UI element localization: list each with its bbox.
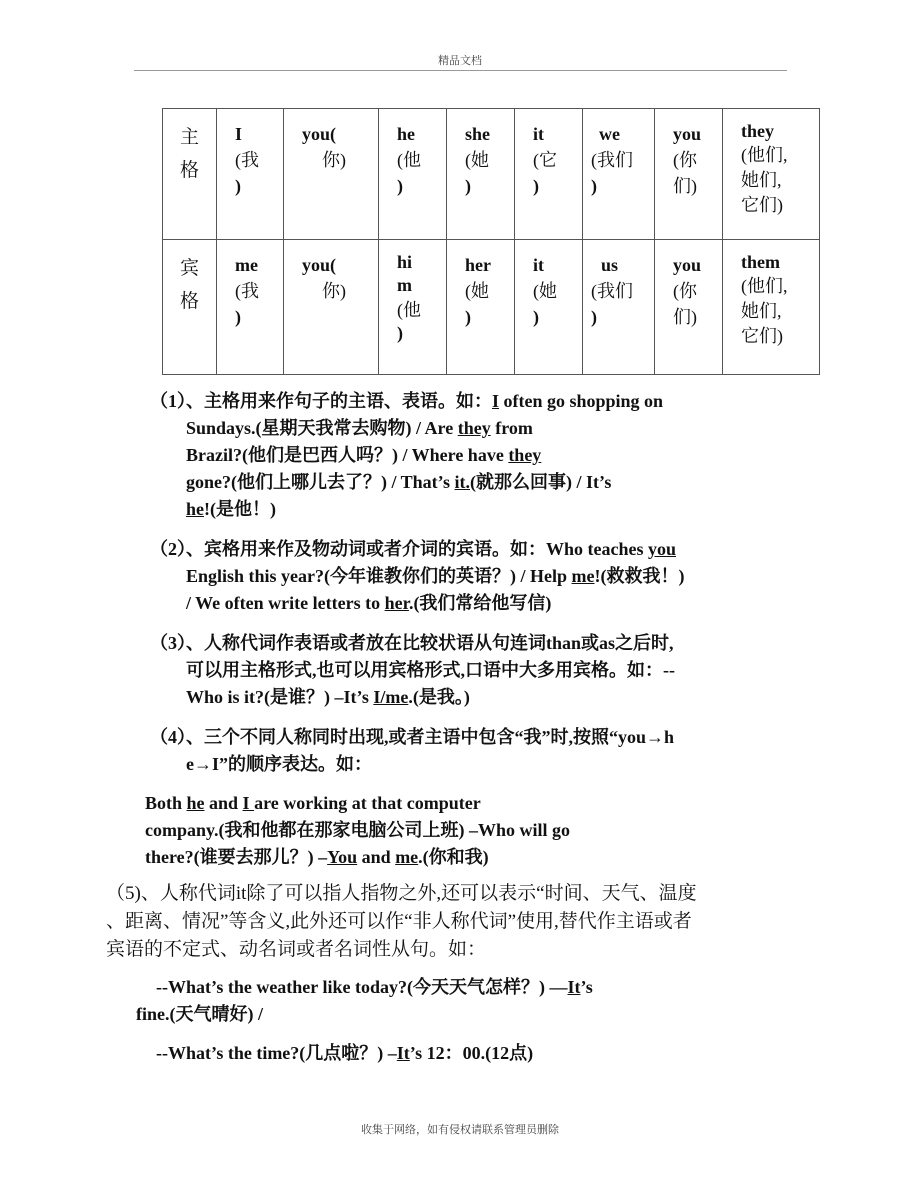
table-cell: [515, 109, 583, 240]
cell-line: ): [465, 307, 471, 328]
cell-line: (她: [533, 281, 557, 302]
cell-line: (它: [533, 150, 557, 171]
table-row-objective: [163, 240, 820, 375]
underlined-text: you: [648, 539, 677, 559]
cell-line: them: [741, 252, 780, 272]
cell-line: ): [533, 176, 539, 197]
text-span: and: [204, 793, 243, 813]
underlined-text: You: [327, 847, 358, 867]
cell-line: ): [465, 176, 471, 197]
text-line: company.(我和他都在那家电脑公司上班) –Who will go: [145, 820, 571, 840]
row-label-objective: [163, 240, 217, 375]
cell-line: 它们): [741, 194, 783, 215]
text-line: [150, 496, 663, 523]
cell-line: it: [533, 255, 544, 275]
text-span: --What’s the weather like today?(今天天气怎样？) —: [156, 977, 568, 997]
text-line: [150, 469, 663, 496]
underlined-text: me: [571, 566, 595, 586]
text-span: from: [490, 418, 533, 438]
underlined-text: It: [396, 1043, 410, 1063]
table-cell: [655, 240, 723, 375]
table-cell: [217, 109, 284, 240]
underlined-text: her: [384, 593, 409, 613]
underlined-text: they: [457, 418, 491, 438]
cell-line: ): [591, 176, 597, 197]
cell-line: (他: [397, 299, 421, 320]
text-span: Who is it?(是谁？) –It’s: [186, 687, 374, 707]
label-char: 格: [179, 160, 199, 182]
paragraph-4-example: [145, 790, 570, 871]
text-span: there?(谁要去那儿？) –: [145, 847, 328, 867]
text-span: !(救救我！): [594, 566, 685, 586]
text-span: .(我们常给他写信): [408, 593, 552, 613]
underlined-text: I/me: [373, 687, 409, 707]
cell-line: 你): [322, 150, 346, 171]
text-line: [145, 844, 570, 871]
text-span: ’s: [580, 977, 593, 997]
cell-line: you: [673, 255, 702, 275]
text-span: / We often write letters to: [186, 593, 385, 613]
table-cell: [723, 109, 820, 240]
row-label-subjective: [163, 109, 217, 240]
cell-line: ): [235, 307, 241, 328]
text-span: often go shopping on: [499, 391, 664, 411]
text-span: Both: [145, 793, 187, 813]
cell-line: you: [673, 124, 702, 144]
text-span: and: [357, 847, 396, 867]
table-row-subjective: [163, 109, 820, 240]
example-time: [156, 1040, 533, 1067]
cell-line: (我: [235, 281, 259, 302]
text-span: Sundays.(星期天我常去购物) / Are: [186, 418, 458, 438]
text-span: .(是我。): [408, 687, 470, 707]
table-cell: [379, 240, 447, 375]
pronoun-table: [162, 108, 820, 375]
cell-line: (他们,: [741, 275, 788, 296]
cell-line: I: [235, 124, 243, 144]
cell-line: (我: [235, 150, 259, 171]
cell-line: he: [397, 124, 415, 144]
cell-line: 们): [673, 307, 697, 328]
cell-line: me: [235, 255, 258, 275]
cell-line: you(: [302, 124, 337, 144]
cell-line: ): [397, 323, 403, 344]
text-line: 宾语的不定式、动名词或者名词性从句。如：: [106, 939, 487, 960]
cell-line: (他们,: [741, 144, 788, 165]
table-cell: [515, 240, 583, 375]
paragraph-5: [106, 880, 697, 964]
text-span: Brazil?(他们是巴西人吗？) / Where have: [186, 445, 509, 465]
label-char: 主: [179, 127, 199, 148]
cell-line: she: [465, 124, 491, 144]
text-line: （5)、人称代词it除了可以指人指物之外,还可以表示“时间、天气、温度: [106, 883, 697, 904]
table-cell: [379, 109, 447, 240]
text-span: gone?(他们上哪儿去了？) / That’s: [186, 472, 455, 492]
cell-line: (你: [673, 150, 697, 171]
cell-line: m: [397, 274, 412, 295]
text-line: [150, 415, 663, 442]
text-span: --What’s the time?(几点啦？) –: [156, 1043, 397, 1063]
text-span: （2）、宾格用来作及物动词或者介词的宾语。如：Who teaches: [150, 539, 648, 559]
cell-line: you(: [302, 255, 337, 275]
label-char: 格: [179, 291, 199, 313]
text-span: are working at that computer: [254, 793, 481, 813]
label-char: 宾: [179, 258, 199, 279]
table-cell: [655, 109, 723, 240]
underlined-text: they: [508, 445, 542, 465]
cell-line: ): [397, 176, 403, 197]
cell-line: (他: [397, 150, 421, 171]
table-cell: [284, 109, 379, 240]
cell-line: 它们): [741, 325, 783, 346]
cell-line: (我们: [591, 150, 633, 171]
paragraph-3: [150, 630, 675, 711]
text-line: （4）、三个不同人称同时出现,或者主语中包含“我”时,按照“you→h: [150, 727, 675, 747]
cell-line: her: [465, 255, 491, 275]
page-header: 精品文档: [438, 54, 482, 67]
underlined-text: I: [242, 793, 255, 813]
text-line: （3）、人称代词作表语或者放在比较状语从句连词than或as之后时,: [150, 633, 674, 653]
text-span: .(你和我): [418, 847, 489, 867]
cell-line: ): [533, 307, 539, 328]
table-cell: [447, 240, 515, 375]
text-line: [150, 442, 663, 469]
cell-line: (她: [465, 150, 489, 171]
underlined-text: me: [395, 847, 419, 867]
cell-line: 她们,: [741, 300, 782, 321]
table-cell: [583, 240, 655, 375]
example-weather: [136, 974, 593, 1028]
underlined-text: he: [186, 793, 205, 813]
cell-line: 你): [322, 281, 346, 302]
text-line: [150, 388, 663, 415]
text-span: (就那么回事) / It’s: [470, 472, 612, 492]
cell-line: ): [235, 176, 241, 197]
cell-line: they: [741, 121, 774, 141]
text-line: [150, 563, 684, 590]
underlined-text: he: [186, 499, 204, 519]
header-divider: [134, 70, 787, 71]
cell-line: 她们,: [741, 169, 782, 190]
text-line: 可以用主格形式,也可以用宾格形式,口语中大多用宾格。如：--: [186, 660, 675, 680]
text-line: fine.(天气晴好) /: [136, 1004, 263, 1024]
table-cell: [723, 240, 820, 375]
text-line: [150, 684, 675, 711]
cell-line: we: [599, 124, 620, 144]
cell-line: us: [601, 255, 619, 275]
cell-line: 们): [673, 176, 697, 197]
page-footer: 收集于网络，如有侵权请联系管理员删除: [361, 1123, 559, 1136]
underlined-text: I: [492, 391, 500, 411]
text-span: ’s 12：00.(12点): [409, 1043, 534, 1063]
table-cell: [284, 240, 379, 375]
paragraph-2: [150, 536, 684, 617]
table-cell: [217, 240, 284, 375]
cell-line: (我们: [591, 281, 633, 302]
text-line: [150, 536, 684, 563]
paragraph-4: [150, 724, 674, 778]
underlined-text: it.: [454, 472, 471, 492]
cell-line: ): [591, 307, 597, 328]
table-cell: [447, 109, 515, 240]
text-line: e→I”的顺序表达。如：: [186, 754, 372, 774]
underlined-text: It: [567, 977, 581, 997]
cell-line: (你: [673, 281, 697, 302]
text-line: [150, 590, 684, 617]
text-span: （1）、主格用来作句子的主语、表语。如：: [150, 391, 492, 411]
text-line: 、距离、情况”等含义,此外还可以作“非人称代词”使用,替代作主语或者: [106, 911, 692, 932]
text-line: [145, 790, 570, 817]
text-span: !(是他！): [204, 499, 276, 519]
paragraph-1: [150, 388, 663, 523]
cell-line: it: [533, 124, 544, 144]
cell-line: (她: [465, 281, 489, 302]
text-line: [136, 974, 593, 1001]
table-cell: [583, 109, 655, 240]
text-line: [156, 1040, 533, 1067]
text-span: English this year?(今年谁教你们的英语？) / Help: [186, 566, 572, 586]
cell-line: hi: [397, 252, 413, 272]
